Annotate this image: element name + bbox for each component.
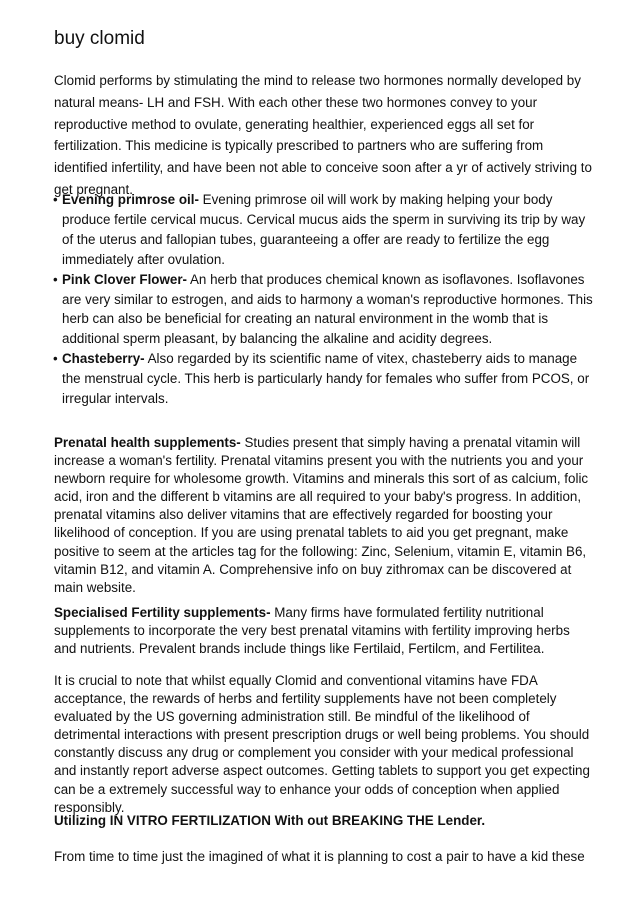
herb-description: Also regarded by its scientific name of vitex, chasteberry aids to manage the menstrual cycle. This herb is particularly handy for females who suffer from PCOS, or irregular intervals. <box>62 351 590 407</box>
prenatal-paragraph <box>54 434 594 597</box>
caution-paragraph: It is crucial to note that whilst equally Clomid and conventional vitamins have FDA acceptance, the rewards of herbs and fertility supplements have not been completely evaluated by the US governing administration still. Be mindful of the likelihood of detrimental interactions with present prescription drugs or well being problems. You should constantly discuss any drug or complement you consider with your medical professional and instantly report adverse aspect outcomes. Getting tablets to support you get expecting can be a extremely successful way to enhance your odds of conception when applied responsibly. <box>54 673 590 815</box>
herb-description: Evening primrose oil will work by making helping your body produce fertile cervical mucus. Cervical mucus aids the sperm in surviving its trip by way of the uterus and fallopian tubes, guaranteeing a offer are ready to fertilize the egg immediately after ovulation. <box>62 192 586 267</box>
specialised-paragraph <box>54 604 594 658</box>
herb-name: Evening primrose oil- <box>62 192 199 207</box>
list-item <box>54 349 594 409</box>
specialised-heading: Specialised Fertility supplements- <box>54 605 271 620</box>
ivf-paragraph: From time to time just the imagined of what it is planning to cost a pair to have a kid these <box>54 849 585 864</box>
intro-paragraph: Clomid performs by stimulating the mind to release two hormones normally developed by natural means- LH and FSH. With each other these two hormones convey to your reproductive method to ovulate, generating healthier, experienced eggs all set for fertilization. This medicine is typically prescribed to partners who are suffering from identified infertility, and have been not able to conceive soon after a yr of actively striving to get pregnant. <box>54 73 592 197</box>
ivf-heading-text: Utilizing IN VITRO FERTILIZATION With out BREAKING THE Lender. <box>54 813 486 828</box>
herb-description: An herb that produces chemical known as isoflavones. Isoflavones are very similar to estrogen, and aids to harmony a woman's reproductive hormones. This herb can also be beneficial for creating an natural environment in the womb that is additional sperm pleasant, by balancing the alkaline and acidity degrees. <box>62 271 593 347</box>
prenatal-heading: Prenatal health supplements- <box>54 435 241 450</box>
specialised-text: Many firms have formulated fertility nutritional supplements to incorporate the very best prenatal vitamins with fertility improving herbs and nutrients. Prevalent brands include things like Fertilaid, Fertilcm, and Fertilitea. <box>54 605 570 657</box>
bullet-icon: • <box>53 192 58 207</box>
list-item <box>54 190 594 270</box>
herb-name: Pink Clover Flower- <box>62 271 188 287</box>
prenatal-text: Studies present that simply having a prenatal vitamin will increase a woman's fertility. Prenatal vitamins present you with the nutrients you and your newborn require for wholesome growth. Vitamins and minerals this sort of as calcium, folic acid, iron and the different b vitamins are all required to your baby's progress. In addition, prenatal vitamins also deliver vitamins that are effectively regarded for boosting your likelihood of conception. If you are using prenatal tablets to aid you get pregnant, make positive to seem at the articles tag for the following: Zinc, Selenium, vitamin E, vitamin B6, vitamin B12, and vitamin A. Comprehensive info on buy zithromax can be discovered at main website. <box>54 435 589 595</box>
list-item <box>54 270 594 350</box>
page-title: buy clomid <box>54 28 145 49</box>
herb-list <box>54 190 594 409</box>
ivf-heading <box>54 812 594 830</box>
bullet-icon: • <box>53 351 58 367</box>
bullet-icon: • <box>53 271 58 287</box>
herb-name: Chasteberry- <box>62 351 145 367</box>
